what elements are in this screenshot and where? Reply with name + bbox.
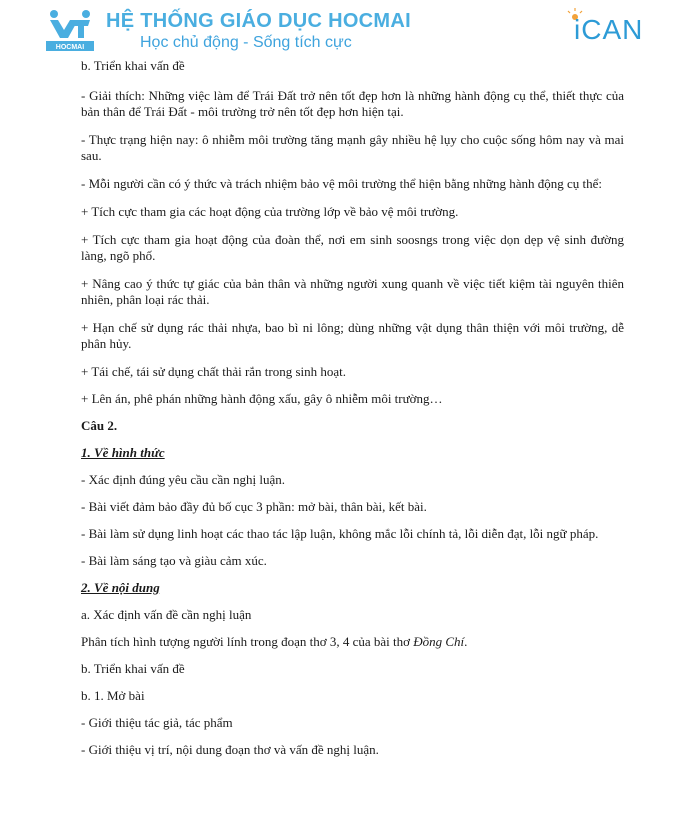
paragraph: - Thực trạng hiện nay: ô nhiễm môi trường tăng mạnh gây nhiều hệ lụy cho cuộc sống hôm nay và mai sau. xyxy=(81,132,624,163)
paragraph: - Xác định đúng yêu cầu cần nghị luận. xyxy=(81,472,285,487)
paragraph-text: . xyxy=(464,634,468,649)
paragraph: + Tái chế, tái sử dụng chất thải rắn trong sinh hoạt. xyxy=(81,364,347,379)
paragraph: - Giới thiệu vị trí, nội dung đoạn thơ và vấn đề nghị luận. xyxy=(81,742,379,757)
poem-title: Đồng Chí xyxy=(413,634,465,649)
paragraph: - Mỗi người cần có ý thức và trách nhiệm bảo vệ môi trường thể hiện bằng những hành động cụ thể: xyxy=(81,176,603,191)
page-header xyxy=(0,0,700,56)
paragraph: - Giải thích: Những việc làm để Trái Đất trở nên tốt đẹp hơn là những hành động cụ thể, thiết thực của bản thân để Trái Đất - môi trường trở nên tốt đẹp hơn hiện tại. xyxy=(81,88,624,119)
paragraph: - Bài viết đảm bảo đầy đủ bố cục 3 phần: mở bài, thân bài, kết bài. xyxy=(81,499,427,514)
paragraph: b. Triển khai vấn đề xyxy=(81,661,185,676)
paragraph: - Bài làm sử dụng linh hoạt các thao tác lập luận, không mắc lỗi chính tả, lỗi diễn đạt, lỗi ngữ pháp. xyxy=(81,526,599,541)
paragraph: - Giới thiệu tác giả, tác phẩm xyxy=(81,715,233,730)
logo-text: HOCMAI xyxy=(55,44,85,51)
question-heading: Câu 2. xyxy=(81,418,118,433)
paragraph: + Lên án, phê phán những hành động xấu, gây ô nhiễm môi trường… xyxy=(81,391,443,406)
section-heading: 2. Về nội dung xyxy=(81,580,160,595)
paragraph: + Hạn chế sử dụng rác thải nhựa, bao bì ni lông; dùng những vật dụng thân thiện với môi trường, dễ phân hủy. xyxy=(81,320,624,351)
document-body xyxy=(81,58,624,758)
hocmai-logo xyxy=(44,8,96,52)
brand-title: HỆ THỐNG GIÁO DỤC HOCMAI xyxy=(106,10,411,32)
ican-logo-text: iCAN xyxy=(574,14,644,45)
paragraph: b. 1. Mở bài xyxy=(81,688,145,703)
paragraph: b. Triển khai vấn đề xyxy=(81,58,185,73)
paragraph: + Tích cực tham gia hoạt động của đoàn thể, nơi em sinh soosngs trong việc dọn dẹp vệ sinh đường làng, ngõ phố. xyxy=(81,232,624,263)
paragraph: + Tích cực tham gia các hoạt động của trường lớp về bảo vệ môi trường. xyxy=(81,204,459,219)
paragraph: - Bài làm sáng tạo và giàu cảm xúc. xyxy=(81,553,267,568)
brand-slogan: Học chủ động - Sống tích cực xyxy=(140,34,352,51)
paragraph xyxy=(81,634,624,650)
paragraph: a. Xác định vấn đề cần nghị luận xyxy=(81,607,252,622)
paragraph: + Nâng cao ý thức tự giác của bản thân và những người xung quanh về việc tiết kiệm tài nguyên thiên nhiên, phân loại rác thải. xyxy=(81,276,624,307)
section-heading: 1. Về hình thức xyxy=(81,445,165,460)
paragraph-text: Phân tích hình tượng người lính trong đoạn thơ 3, 4 của bài thơ xyxy=(81,634,414,649)
